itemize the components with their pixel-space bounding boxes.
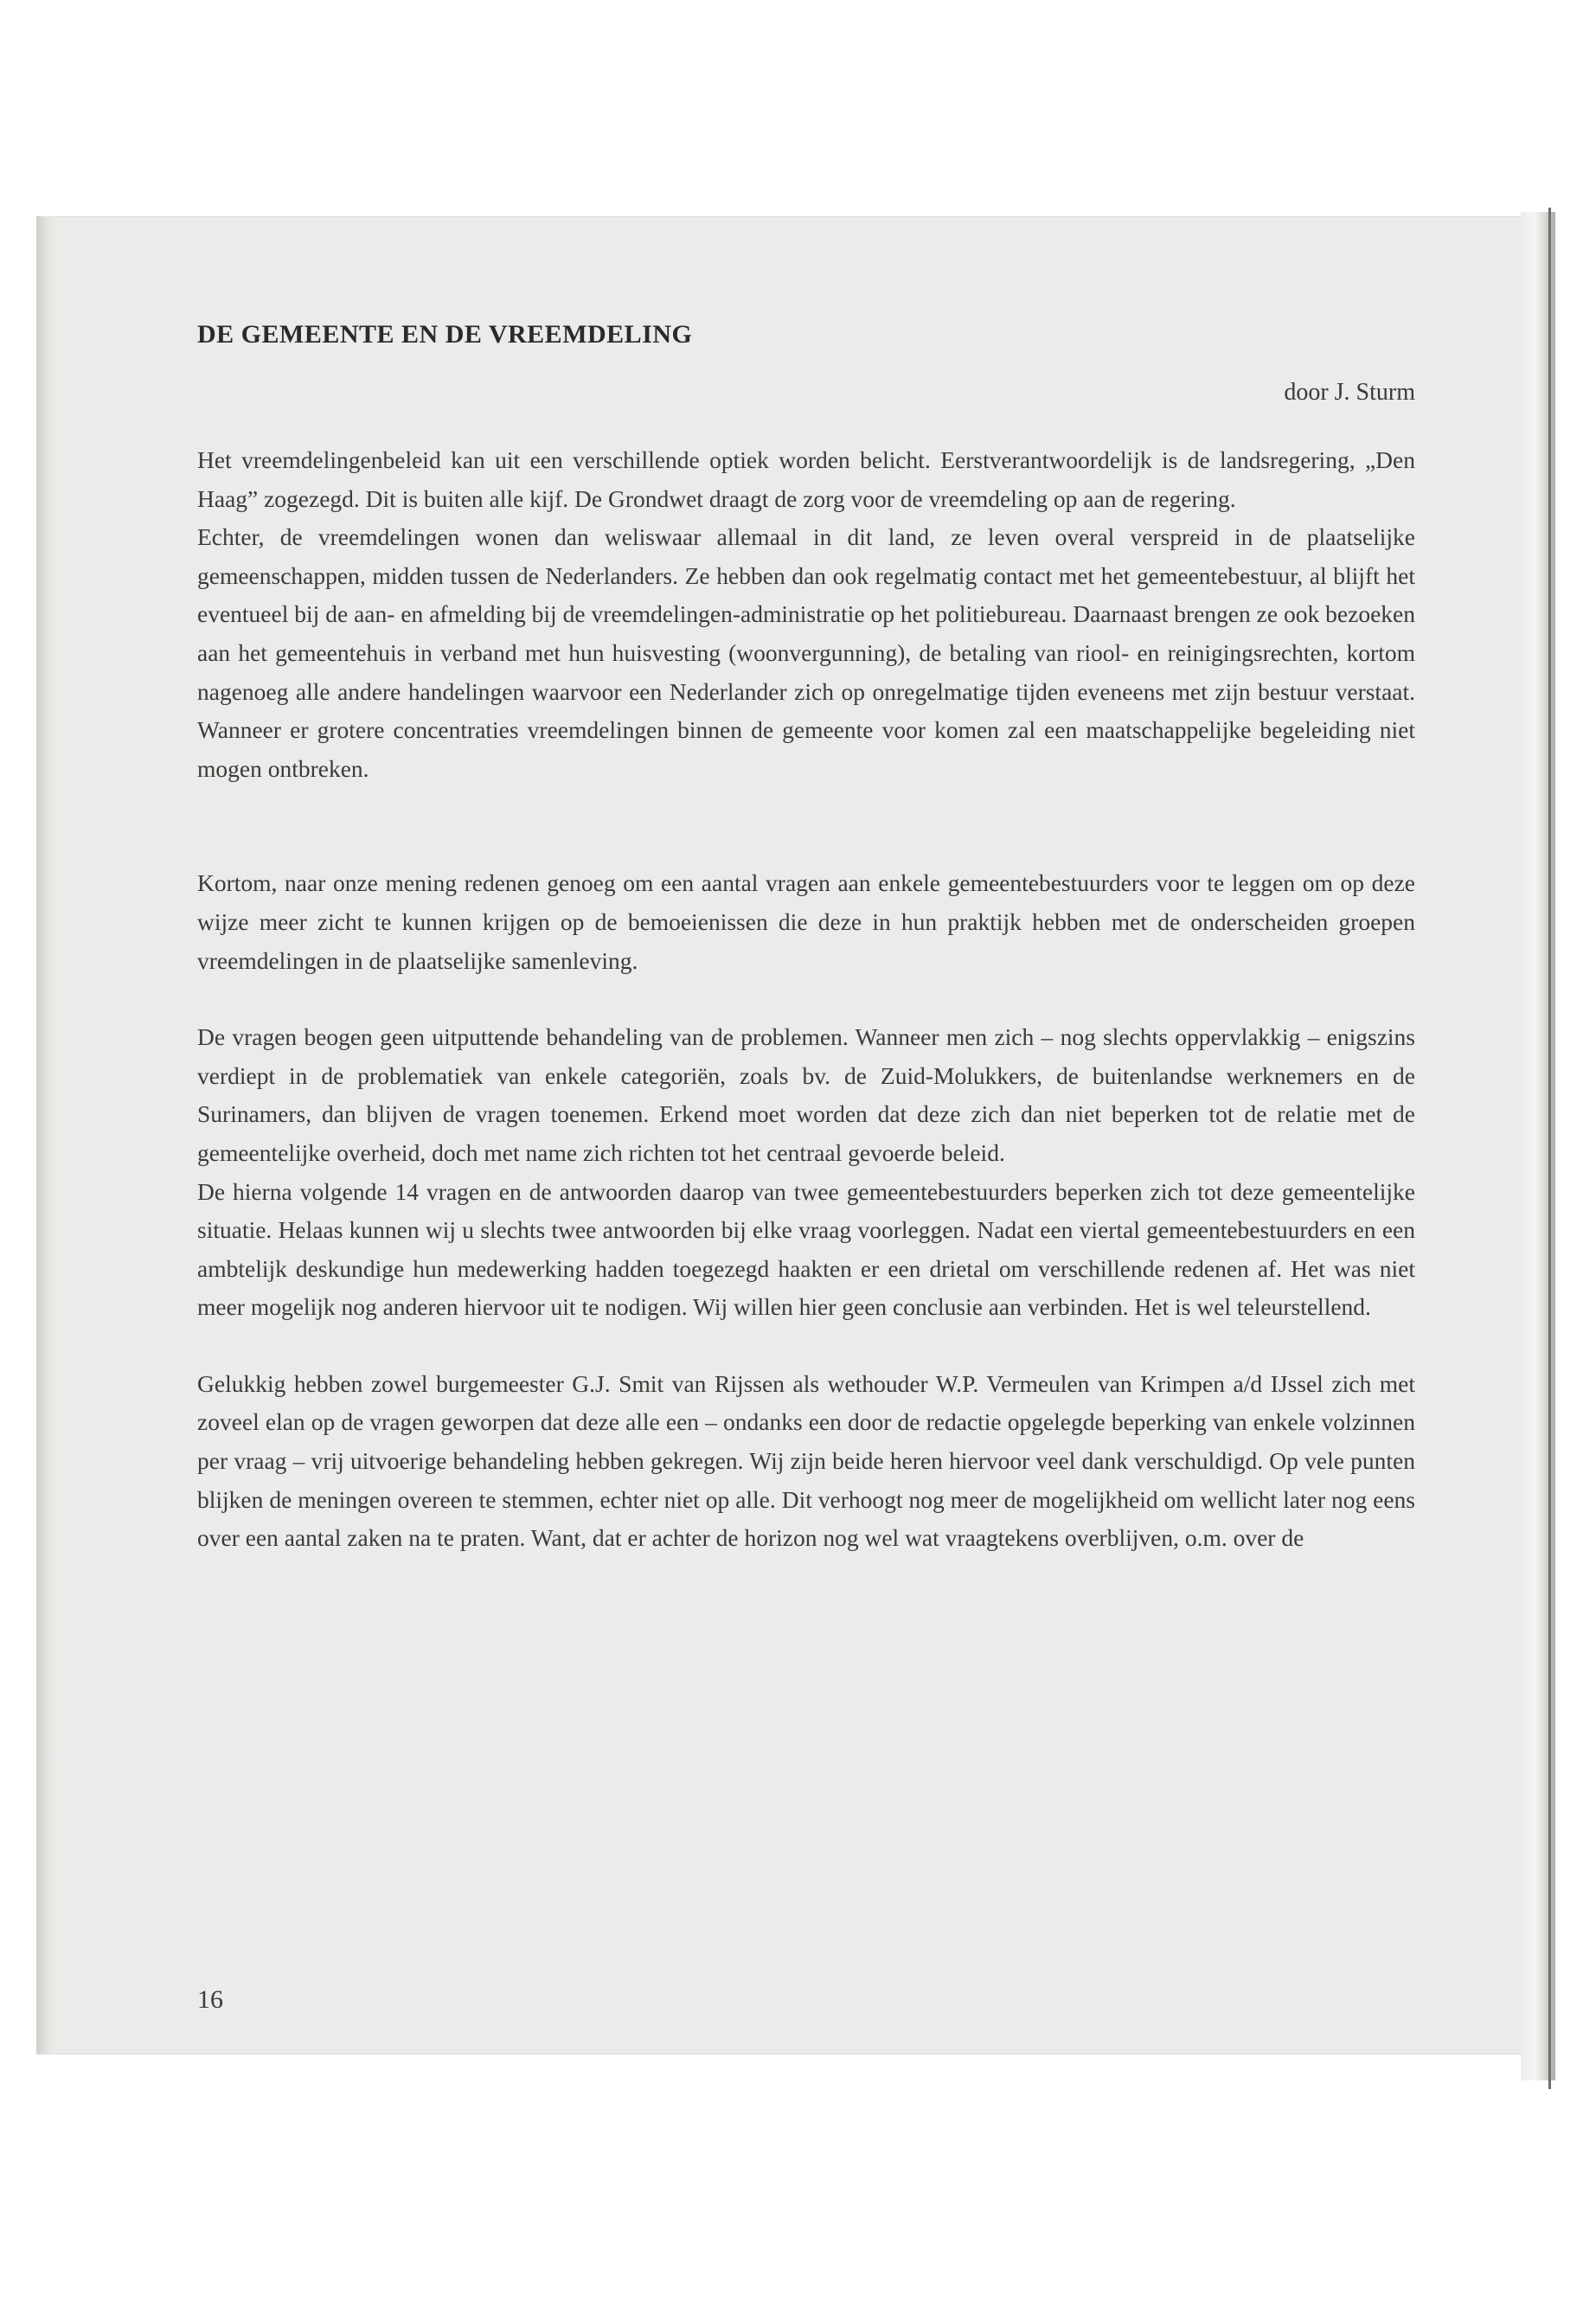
- article-title: DE GEMEENTE EN DE VREEMDELING: [197, 320, 693, 349]
- paragraph: Echter, de vreemdelingen wonen dan weliswaar allemaal in dit land, ze leven overal verspreid in de plaatselijke gemeenschappen, midden tussen de Nederlanders. Ze hebben dan ook regelmatig contact met het gemeentebestuur, al blijft het eventueel bij de aan- en afmelding bij de vreemdelingen-administratie op het politiebureau. Daarnaast brengen ze ook bezoeken aan het gemeentehuis in verband met hun huisvesting (woonvergunning), de betaling van riool- en reinigingsrechten, kortom nagenoeg alle andere handelingen waarvoor een Nederlander zich op onregelmatige tijden eveneens met zijn bestuur verstaat. Wanneer er grotere concentraties vreemdelingen binnen de gemeente voor komen zal een maatschappelijke begeleiding niet mogen ontbreken.: [197, 523, 1415, 782]
- paragraph-spacer: [197, 1327, 1415, 1365]
- page-number: 16: [197, 1985, 223, 2014]
- paragraph: De vragen beogen geen uitputtende behandeling van de problemen. Wanneer men zich – nog slechts oppervlakkig – enigszins verdiept in de problematiek van enkele categoriën, zoals bv. de Zuid-Molukkers, de buitenlandse werknemers en de Surinamers, dan blijven de vragen toenemen. Erkend moet worden dat deze zich dan niet beperken tot de relatie met de gemeentelijke overheid, doch met name zich richten tot het centraal gevoerde beleid.: [197, 1023, 1415, 1166]
- paragraph: Gelukkig hebben zowel burgemeester G.J. Smit van Rijssen als wethouder W.P. Vermeulen van Krimpen a/d IJssel zich met zoveel elan op de vragen geworpen dat deze alle een – ondanks een door de redactie opgelegde beperking van enkele volzinnen per vraag – vrij uitvoerige behandeling hebben gekregen. Wij zijn beide heren hiervoor veel dank verschuldigd. Op vele punten blijken de meningen overeen te stemmen, echter niet op alle. Dit verhoogt nog meer de mogelijkheid om wellicht later nog eens over een aantal zaken na te praten. Want, dat er achter de horizon nog wel wat vraagtekens overblijven, o.m. over de: [197, 1369, 1415, 1552]
- paragraph: Het vreemdelingenbeleid kan uit een verschillende optiek worden belicht. Eerstverantwoordelijk is de landsregering, „Den Haag” zogezegd. Dit is buiten alle kijf. De Grondwet draagt de zorg voor de vreemdeling op aan de regering.: [197, 446, 1415, 512]
- page-left-edge: [36, 216, 55, 2054]
- book-spine: [1548, 208, 1551, 2089]
- article-author: door J. Sturm: [1284, 379, 1415, 406]
- paragraph: Kortom, naar onze mening redenen genoeg om een aantal vragen aan enkele gemeentebestuurders voor te leggen om op deze wijze meer zicht te kunnen krijgen op de bemoeienissen die deze in hun praktijk hebben met de onderscheiden groepen vreemdelingen in de plaatselijke samenleving.: [197, 869, 1415, 974]
- article-body: [197, 320, 1415, 1558]
- paragraph-spacer: [197, 980, 1415, 1018]
- paragraph-spacer: [197, 788, 1415, 826]
- paragraph: De hierna volgende 14 vragen en de antwoorden daarop van twee gemeentebestuurders beperken zich tot deze gemeentelijke situatie. Helaas kunnen wij u slechts twee antwoorden bij elke vraag voorleggen. Nadat een viertal gemeentebestuurders en een ambtelijk deskundige hun medewerking hadden toegezegd haakten er een drietal om verschillende redenen af. Het was niet meer mogelijk nog anderen hiervoor uit te nodigen. Wij willen hier geen conclusie aan verbinden. Het is wel teleurstellend.: [197, 1177, 1415, 1321]
- paragraph-spacer: [197, 826, 1415, 864]
